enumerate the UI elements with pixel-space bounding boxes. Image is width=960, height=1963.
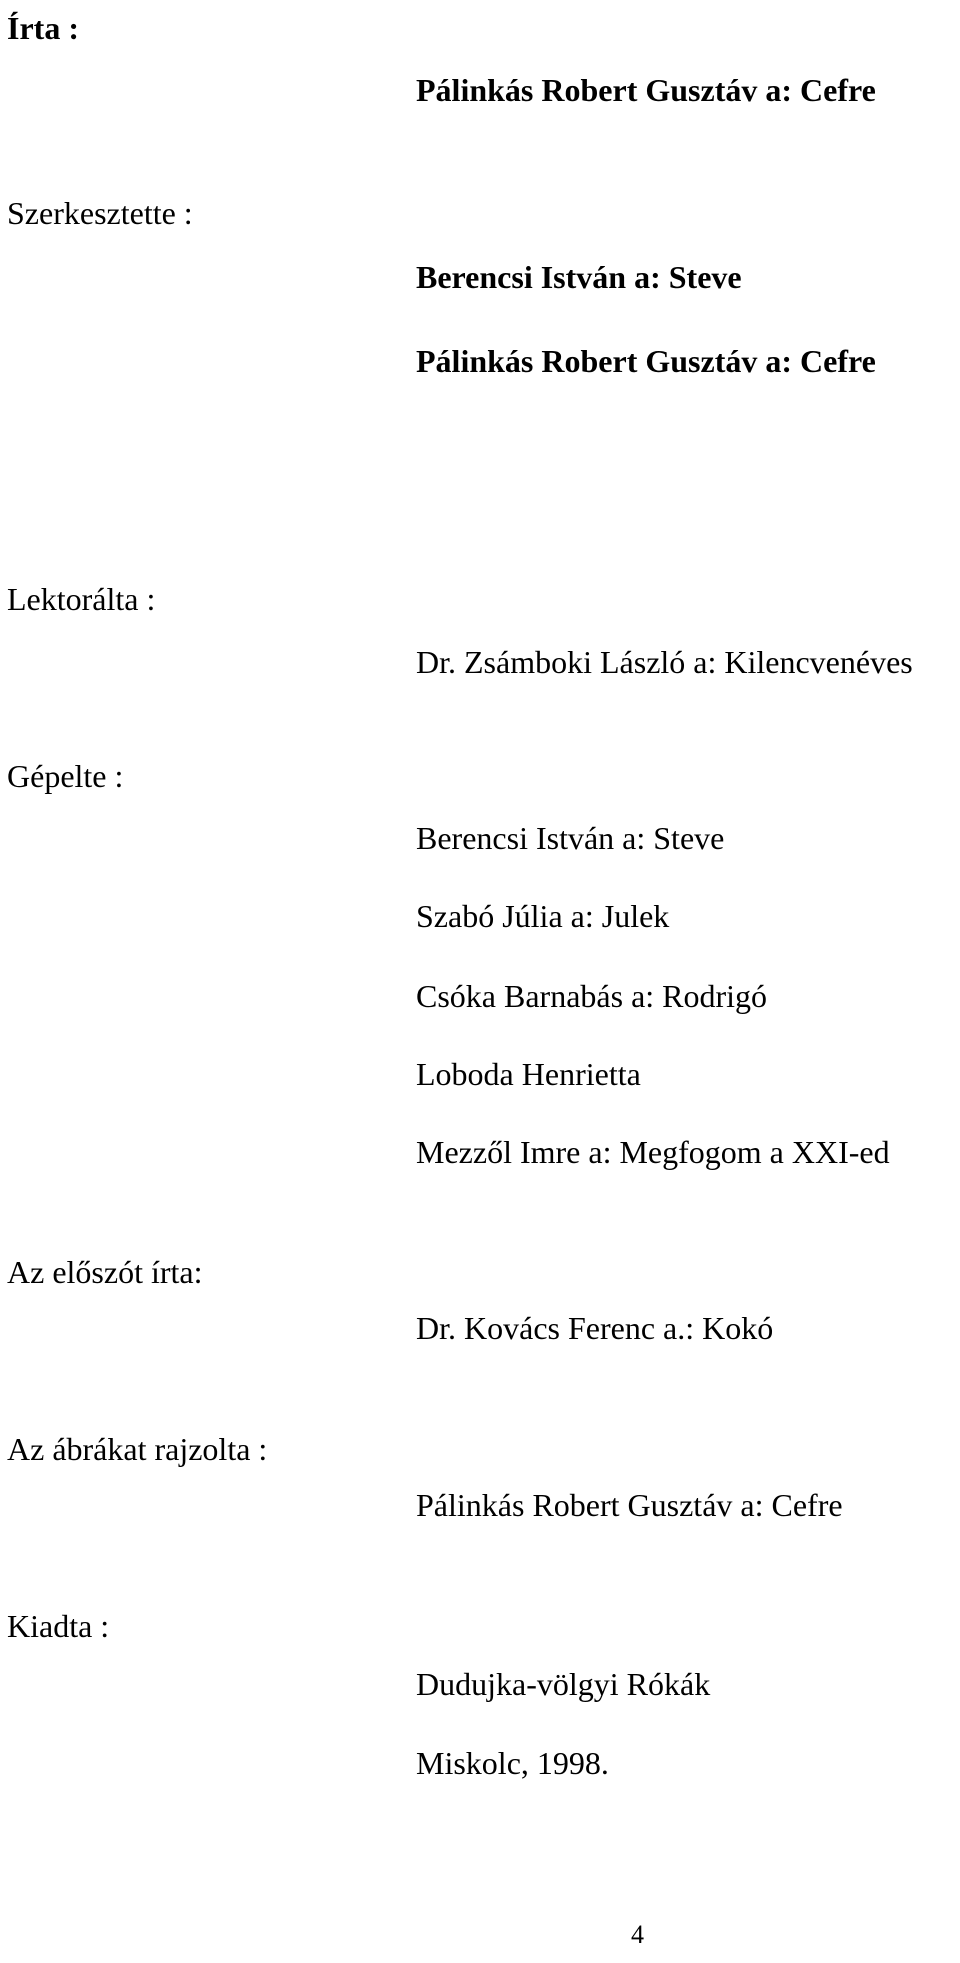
value-place-year: Miskolc, 1998. bbox=[416, 1745, 609, 1781]
value-foreword-author: Dr. Kovács Ferenc a.: Kokó bbox=[416, 1310, 774, 1346]
label-gepelte: Gépelte : bbox=[7, 758, 124, 794]
page-number: 4 bbox=[631, 1920, 644, 1949]
value-typist-4: Loboda Henrietta bbox=[416, 1056, 641, 1092]
value-irta-author: Pálinkás Robert Gusztáv a: Cefre bbox=[416, 72, 876, 108]
value-reviewer: Dr. Zsámboki László a: Kilencvenéves bbox=[416, 644, 913, 680]
label-irta: Írta : bbox=[7, 10, 79, 46]
value-editor-2: Pálinkás Robert Gusztáv a: Cefre bbox=[416, 343, 876, 379]
value-publisher: Dudujka-völgyi Rókák bbox=[416, 1666, 711, 1702]
label-lektoralta: Lektorálta : bbox=[7, 581, 156, 617]
value-illustrator: Pálinkás Robert Gusztáv a: Cefre bbox=[416, 1487, 843, 1523]
value-typist-5: Mezzől Imre a: Megfogom a XXI-ed bbox=[416, 1134, 890, 1170]
value-editor-1: Berencsi István a: Steve bbox=[416, 259, 742, 295]
value-typist-3: Csóka Barnabás a: Rodrigó bbox=[416, 978, 768, 1014]
label-illustrations: Az ábrákat rajzolta : bbox=[7, 1431, 268, 1467]
value-typist-1: Berencsi István a: Steve bbox=[416, 820, 725, 856]
value-typist-2: Szabó Júlia a: Julek bbox=[416, 898, 670, 934]
label-foreword: Az előszót írta: bbox=[7, 1254, 203, 1290]
label-szerkesztette: Szerkesztette : bbox=[7, 195, 193, 231]
label-kiadta: Kiadta : bbox=[7, 1608, 110, 1644]
